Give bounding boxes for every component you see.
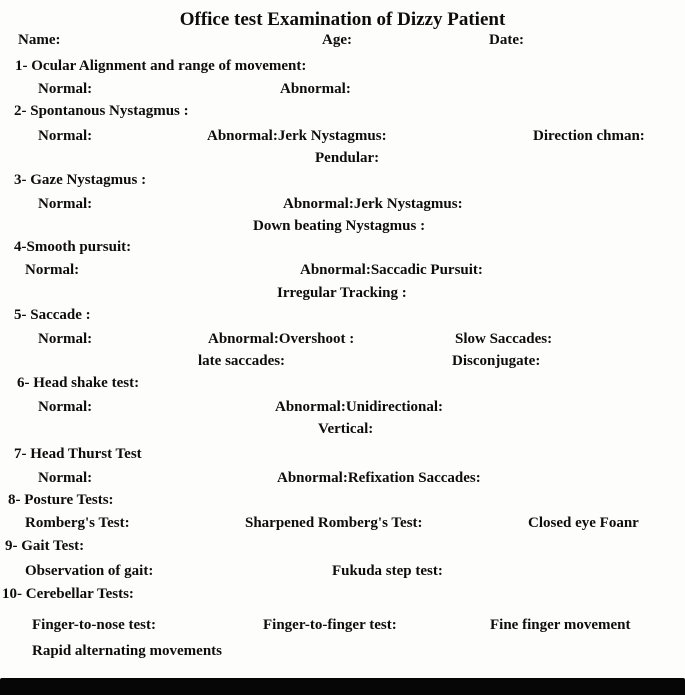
section-2-heading: 2- Spontanous Nystagmus : — [14, 103, 189, 119]
s10-rapid-alternating-label: Rapid alternating movements — [32, 643, 222, 659]
s8-closed-eye-label: Closed eye Foanr — [528, 515, 639, 531]
s6-normal-label: Normal: — [38, 399, 93, 415]
s2-abnormal-jerk-label: Abnormal:Jerk Nystagmus: — [207, 128, 387, 144]
section-1-heading: 1- Ocular Alignment and range of movement: — [15, 58, 307, 74]
s10-fine-finger-label: Fine finger movement — [490, 617, 631, 633]
section-5-heading: 5- Saccade : — [14, 307, 91, 323]
scan-edge-artifact — [0, 678, 685, 695]
s3-normal-label: Normal: — [38, 196, 93, 212]
s10-finger-finger-label: Finger-to-finger test: — [263, 617, 397, 633]
s1-normal-label: Normal: — [38, 81, 93, 97]
s4-irregular-label: Irregular Tracking : — [277, 285, 407, 301]
s5-abnormal-overshoot-label: Abnormal:Overshoot : — [208, 331, 355, 347]
section-4-heading: 4-Smooth pursuit: — [14, 239, 132, 255]
s4-abnormal-saccadic-label: Abnormal:Saccadic Pursuit: — [300, 262, 483, 278]
s9-observation-label: Observation of gait: — [25, 563, 154, 579]
section-9-heading: 9- Gait Test: — [5, 538, 85, 554]
s8-romberg-label: Romberg's Test: — [25, 515, 130, 531]
s7-normal-label: Normal: — [38, 470, 93, 486]
s3-down-beating-label: Down beating Nystagmus : — [253, 218, 426, 234]
s9-fukuda-label: Fukuda step test: — [332, 563, 443, 579]
s1-abnormal-label: Abnormal: — [280, 81, 351, 97]
s6-vertical-label: Vertical: — [318, 421, 374, 437]
s8-sharpened-romberg-label: Sharpened Romberg's Test: — [245, 515, 423, 531]
s2-normal-label: Normal: — [38, 128, 93, 144]
s5-slow-saccades-label: Slow Saccades: — [455, 331, 553, 347]
name-label: Name: — [18, 32, 61, 48]
s10-finger-nose-label: Finger-to-nose test: — [32, 617, 156, 633]
s2-direction-label: Direction chman: — [533, 128, 645, 144]
s5-normal-label: Normal: — [38, 331, 93, 347]
s2-pendular-label: Pendular: — [315, 150, 380, 166]
section-8-heading: 8- Posture Tests: — [8, 492, 114, 508]
s6-abnormal-unidirectional-label: Abnormal:Unidirectional: — [275, 399, 444, 415]
s4-normal-label: Normal: — [25, 262, 80, 278]
s7-abnormal-refixation-label: Abnormal:Refixation Saccades: — [277, 470, 481, 486]
s5-late-saccades-label: late saccades: — [198, 353, 286, 369]
section-7-heading: 7- Head Thurst Test — [14, 446, 142, 462]
section-3-heading: 3- Gaze Nystagmus : — [14, 172, 147, 188]
s3-abnormal-jerk-label: Abnormal:Jerk Nystagmus: — [283, 196, 463, 212]
age-label: Age: — [322, 32, 352, 48]
form-title: Office test Examination of Dizzy Patient — [179, 9, 506, 30]
date-label: Date: — [489, 32, 524, 48]
s5-disconjugate-label: Disconjugate: — [452, 353, 541, 369]
section-10-heading: 10- Cerebellar Tests: — [2, 586, 134, 602]
section-6-heading: 6- Head shake test: — [17, 375, 140, 391]
